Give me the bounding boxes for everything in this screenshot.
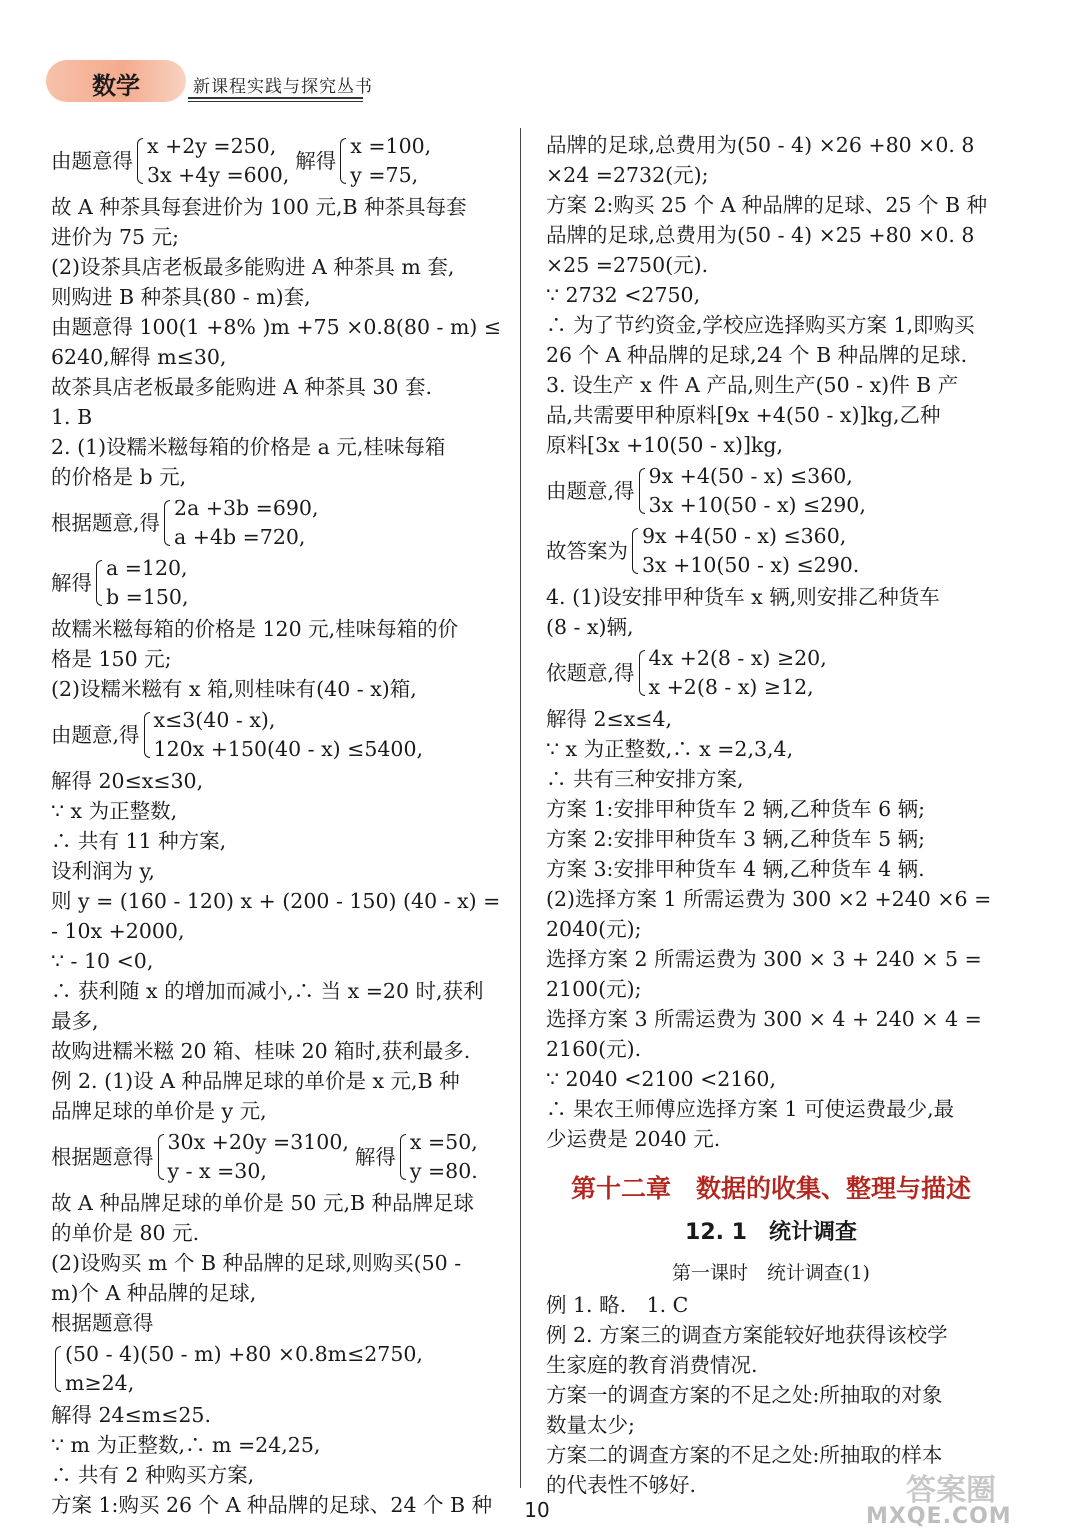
equation-row: x≤3(40 - x), [153,708,276,732]
equation-rows [350,132,431,190]
right-column [546,130,996,1500]
equation-row: b =150, [106,585,189,609]
equation-prefix: 依题意,得 [546,661,635,685]
text-line: 方案 3:安排甲种货车 4 辆,乙种货车 4 辆. [546,857,925,881]
equation-row: 3x +10(50 - x) ≤290. [642,553,860,577]
text-line: ∴ 果农王师傅应选择方案 1 可使运费最少,最 [546,1097,955,1121]
equation-system [51,1128,501,1186]
equation-row: 3x +4y =600, [147,163,290,187]
equation-rows [65,1340,423,1398]
text-line: ∴ 获利随 x 的增加而减小,∴ 当 x =20 时,获利 [51,979,484,1003]
watermark-logo-icon [896,1470,1071,1506]
equation-rows [649,644,827,702]
equation-row: y - x =30, [167,1159,267,1183]
text-line: 例 1. 略. 1. C [546,1293,689,1317]
text-line: (2)设糯米糍有 x 箱,则桂味有(40 - x)箱, [51,677,417,701]
text-line: (2)设茶具店老板最多能购进 A 种茶具 m 套, [51,255,455,279]
page-number: 10 [524,1498,550,1522]
equation-row: x =100, [350,134,432,158]
text-line: 品牌的足球,总费用为(50 - 4) ×26 +80 ×0. 8 [546,133,975,157]
equation-rows [649,462,866,520]
equation-rows [106,554,188,612]
brace-icon [92,558,102,608]
text-line: 故茶具店老板最多能购进 A 种茶具 30 套. [51,375,432,399]
brace-icon [140,710,150,760]
equation-rows [642,522,859,580]
equation-prefix: 根据题意,得 [51,511,161,535]
equation-mid-label: 解得 [354,1145,396,1169]
text-line: ×25 =2750(元). [546,253,709,277]
brace-icon [635,648,645,698]
text-line: 则购进 B 种茶具(80 - m)套, [51,285,311,309]
equation-prefix: 根据题意得 [51,1145,154,1169]
text-line: 6240,解得 m≤30, [51,345,227,369]
text-line: ∴ 为了节约资金,学校应选择购买方案 1,即购买 [546,313,975,337]
subject-label: 数学 [92,72,140,100]
equation-rows [174,494,318,552]
text-line: 故 A 种品牌足球的单价是 50 元,B 种品牌足球 [51,1191,475,1215]
text-line: (8 - x)辆, [546,615,634,639]
equation-row: 9x +4(50 - x) ≤360, [648,464,853,488]
text-line: 原料[3x +10(50 - x)]kg, [546,433,784,457]
equation-row: a +4b =720, [174,525,306,549]
text-line: 数量太少; [546,1413,635,1437]
text-line: 2. (1)设糯米糍每箱的价格是 a 元,桂味每箱 [51,435,446,459]
text-line: 根据题意得 [51,1311,154,1335]
page-header [0,0,1074,110]
brace-icon [628,526,638,576]
equation-row: 3x +10(50 - x) ≤290, [648,493,866,517]
equation-row: x +2y =250, [147,134,277,158]
equation-row: 120x +150(40 - x) ≤5400, [153,737,424,761]
text-line: (2)设购买 m 个 B 种品牌的足球,则购买(50 - [51,1251,462,1275]
brace-icon [160,498,170,548]
text-line: 最多, [51,1009,99,1033]
text-line: 例 2. 方案三的调查方案能较好地获得该校学 [546,1323,948,1347]
text-line: 2100(元); [546,977,642,1001]
text-line: 的价格是 b 元, [51,465,187,489]
equation-rows [410,1128,478,1186]
text-line: 方案 1:购买 26 个 A 种品牌的足球、24 个 B 种 [51,1493,493,1517]
brace-icon [396,1132,406,1182]
text-line: 故 A 种茶具每套进价为 100 元,B 种茶具每套 [51,195,467,219]
text-line: ∵ x 为正整数, [51,799,178,823]
brace-icon [133,136,143,186]
watermark-text: MXQE.COM [866,1504,1012,1529]
equation-system [546,644,996,702]
brace-icon [51,1344,61,1394]
equation-row: a =120, [106,556,188,580]
watermark-logo-text: 答案圈 [906,1473,996,1506]
text-line: ×24 =2732(元); [546,163,709,187]
text-line: 的代表性不够好. [546,1473,697,1497]
text-line: 品牌的足球,总费用为(50 - 4) ×25 +80 ×0. 8 [546,223,975,247]
text-line: 故购进糯米糍 20 箱、桂味 20 箱时,获利最多. [51,1039,471,1063]
series-title: 新课程实践与探究丛书 [193,77,373,97]
equation-rows [154,706,424,764]
text-line: 由题意得 100(1 +8% )m +75 ×0.8(80 - m) ≤ [51,315,502,339]
equation-system [546,522,996,580]
text-line: 故糯米糍每箱的价格是 120 元,桂味每箱的价 [51,617,459,641]
text-line: ∵ - 10 <0, [51,949,154,973]
text-line: ∵ x 为正整数,∴ x =2,3,4, [546,737,794,761]
equation-system [51,494,501,552]
equation-system [51,1340,501,1398]
text-line: 解得 20≤x≤30, [51,769,204,793]
brace-icon [635,466,645,516]
equation-row: (50 - 4)(50 - m) +80 ×0.8m≤2750, [65,1342,423,1366]
chapter-title: 第十二章 数据的收集、整理与描述 [570,1174,971,1203]
text-line: (2)选择方案 1 所需运费为 300 ×2 +240 ×6 = [546,887,992,911]
equation-prefix: 由题意得 [51,149,133,173]
equation-prefix: 由题意,得 [546,479,635,503]
equation-rows [147,132,289,190]
header-rule-thin [188,101,363,102]
equation-row: 30x +20y =3100, [167,1130,349,1154]
equation-system [51,706,501,764]
text-line: 品,共需要甲种原料[9x +4(50 - x)]kg,乙种 [546,403,941,427]
text-line: 2160(元). [546,1037,642,1061]
text-line: 方案一的调查方案的不足之处:所抽取的对象 [546,1383,943,1407]
text-line: 品牌足球的单价是 y 元, [51,1099,267,1123]
watermark [866,1470,1071,1534]
equation-row: 2a +3b =690, [174,496,319,520]
text-line: 设利润为 y, [51,859,155,883]
text-line: 进价为 75 元; [51,225,180,249]
equation-row: 4x +2(8 - x) ≥20, [648,646,827,670]
equation-prefix: 故答案为 [546,539,628,563]
text-line: 的单价是 80 元. [51,1221,200,1245]
left-column [51,130,501,1520]
text-line: m)个 A 种品牌的足球, [51,1281,257,1305]
text-line: ∵ m 为正整数,∴ m =24,25, [51,1433,321,1457]
equation-rows [168,1128,349,1186]
equation-row: y =80. [409,1159,478,1183]
text-line: ∴ 共有三种安排方案, [546,767,744,791]
text-line: 解得 24≤m≤25. [51,1403,211,1427]
text-line: ∴ 共有 2 种购买方案, [51,1463,255,1487]
text-line: 方案 1:安排甲种货车 2 辆,乙种货车 6 辆; [546,797,926,821]
text-line: 26 个 A 种品牌的足球,24 个 B 种品牌的足球. [546,343,968,367]
text-line: 解得 2≤x≤4, [546,707,673,731]
equation-prefix: 由题意,得 [51,723,140,747]
lesson-title: 第一课时 统计调查(1) [672,1262,870,1284]
text-line: 生家庭的教育消费情况. [546,1353,758,1377]
text-line: 2040(元); [546,917,642,941]
equation-row: y =75, [350,163,419,187]
text-line: 选择方案 2 所需运费为 300 × 3 + 240 × 5 = [546,947,982,971]
text-line: 4. (1)设安排甲种货车 x 辆,则安排乙种货车 [546,585,940,609]
equation-row: x +2(8 - x) ≥12, [648,675,814,699]
equation-system [51,554,501,612]
text-line: 格是 150 元; [51,647,172,671]
equation-prefix: 解得 [51,571,92,595]
brace-icon [336,136,346,186]
text-line: 3. 设生产 x 件 A 产品,则生产(50 - x)件 B 产 [546,373,959,397]
section-title: 12. 1 统计调查 [685,1220,857,1245]
text-line: ∵ 2732 <2750, [546,283,701,307]
header-rule [188,97,363,99]
text-line: ∴ 共有 11 种方案, [51,829,227,853]
text-line: - 10x +2000, [51,919,185,943]
text-line: 1. B [51,405,93,429]
column-divider [520,128,521,1488]
text-line: 则 y = (160 - 120) x + (200 - 150) (40 - x) = [51,889,501,913]
text-line: 选择方案 3 所需运费为 300 × 4 + 240 × 4 = [546,1007,982,1031]
equation-row: x =50, [409,1130,478,1154]
equation-mid-label: 解得 [295,149,337,173]
text-line: ∵ 2040 <2100 <2160, [546,1067,776,1091]
equation-system [51,132,501,190]
text-line: 少运费是 2040 元. [546,1127,721,1151]
equation-system [546,462,996,520]
text-line: 方案二的调查方案的不足之处:所抽取的样本 [546,1443,943,1467]
text-line: 方案 2:购买 25 个 A 种品牌的足球、25 个 B 种 [546,193,988,217]
equation-row: 9x +4(50 - x) ≤360, [642,524,847,548]
equation-row: m≥24, [65,1371,135,1395]
brace-icon [154,1132,164,1182]
text-line: 方案 2:安排甲种货车 3 辆,乙种货车 5 辆; [546,827,926,851]
text-line: 例 2. (1)设 A 种品牌足球的单价是 x 元,B 种 [51,1069,460,1093]
